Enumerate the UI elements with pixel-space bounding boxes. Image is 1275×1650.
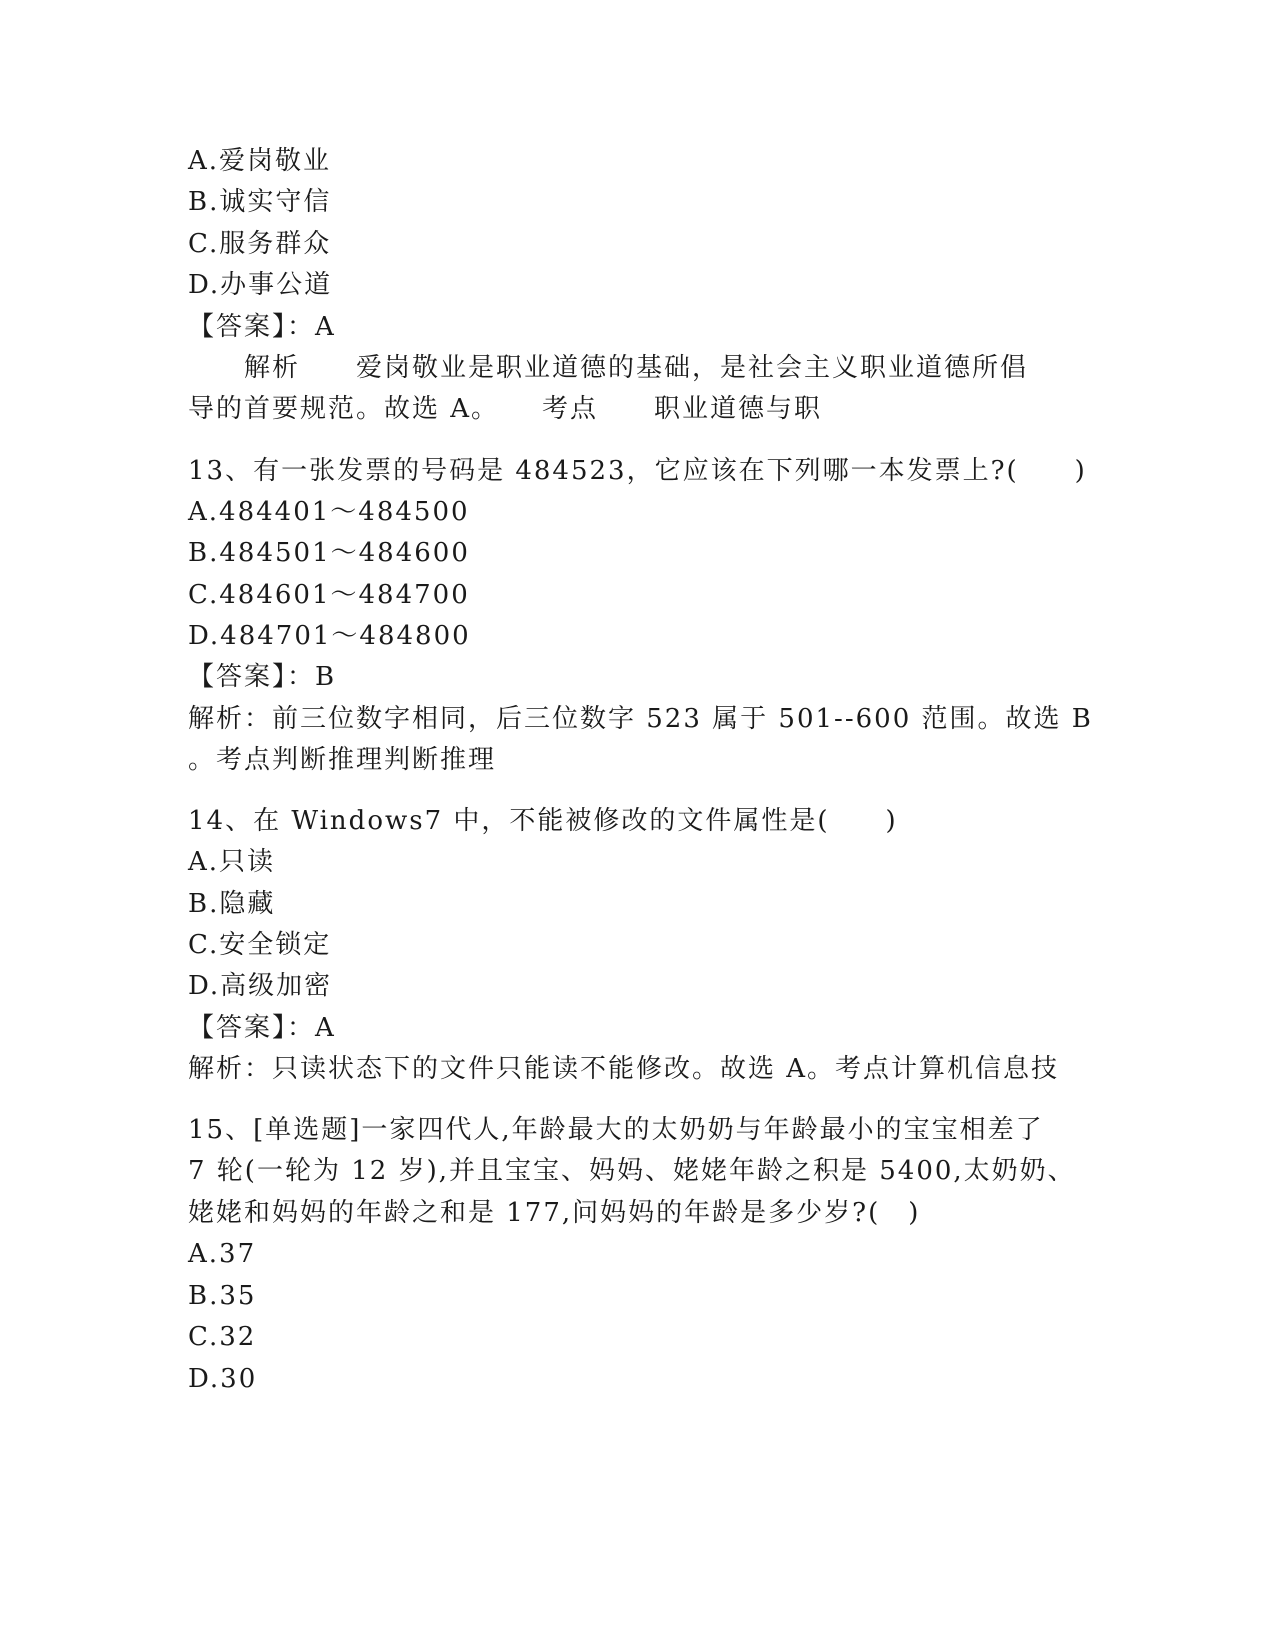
q12-option-d: D.办事公道 (188, 270, 333, 300)
q14-question: 14、在 Windows7 中，不能被修改的文件属性是( ) (188, 806, 898, 836)
q14-option-b: B.隐藏 (188, 889, 276, 919)
q14-option-d: D.高级加密 (188, 971, 333, 1001)
q14-analysis-line-1: 解析：只读状态下的文件只能读不能修改。故选 A。考点计算机信息技 (188, 1054, 1060, 1084)
q15-option-a: A.37 (188, 1239, 257, 1269)
q14-option-c: C.安全锁定 (188, 930, 332, 960)
q13-analysis-line-1: 解析：前三位数字相同，后三位数字 523 属于 501--600 范围。故选 B (188, 704, 1093, 734)
q12-option-b: B.诚实守信 (188, 187, 332, 217)
q13-option-b: B.484501～484600 (188, 538, 470, 568)
q13-answer: 【答案】：B (188, 662, 337, 692)
q15-option-c: C.32 (188, 1322, 257, 1352)
q15-question-line-1: 15、[单选题]一家四代人,年龄最大的太奶奶与年龄最小的宝宝相差了 (188, 1115, 1044, 1145)
q13-option-a: A.484401～484500 (188, 497, 470, 527)
q13-option-d: D.484701～484800 (188, 621, 471, 651)
q14-option-a: A.只读 (188, 847, 276, 877)
q12-analysis-line-2: 导的首要规范。故选 A。 考点 职业道德与职 (188, 394, 823, 424)
q12-option-a: A.爱岗敬业 (188, 146, 332, 176)
q12-analysis-line-1: 解析 爱岗敬业是职业道德的基础，是社会主义职业道德所倡 (188, 353, 1029, 383)
q14-answer: 【答案】：A (188, 1013, 336, 1043)
q15-option-d: D.30 (188, 1364, 258, 1394)
q15-question-line-2: 7 轮(一轮为 12 岁),并且宝宝、妈妈、姥姥年龄之积是 5400,太奶奶、 (188, 1156, 1076, 1186)
q13-option-c: C.484601～484700 (188, 580, 470, 610)
q12-answer: 【答案】：A (188, 312, 336, 342)
q12-option-c: C.服务群众 (188, 229, 332, 259)
q13-analysis-line-2: 。考点判断推理判断推理 (188, 745, 497, 775)
q15-question-line-3: 姥姥和妈妈的年龄之和是 177,问妈妈的年龄是多少岁?( ) (188, 1198, 921, 1228)
q15-option-b: B.35 (188, 1281, 257, 1311)
q13-question: 13、有一张发票的号码是 484523，它应该在下列哪一本发票上?( ) (188, 456, 1087, 486)
